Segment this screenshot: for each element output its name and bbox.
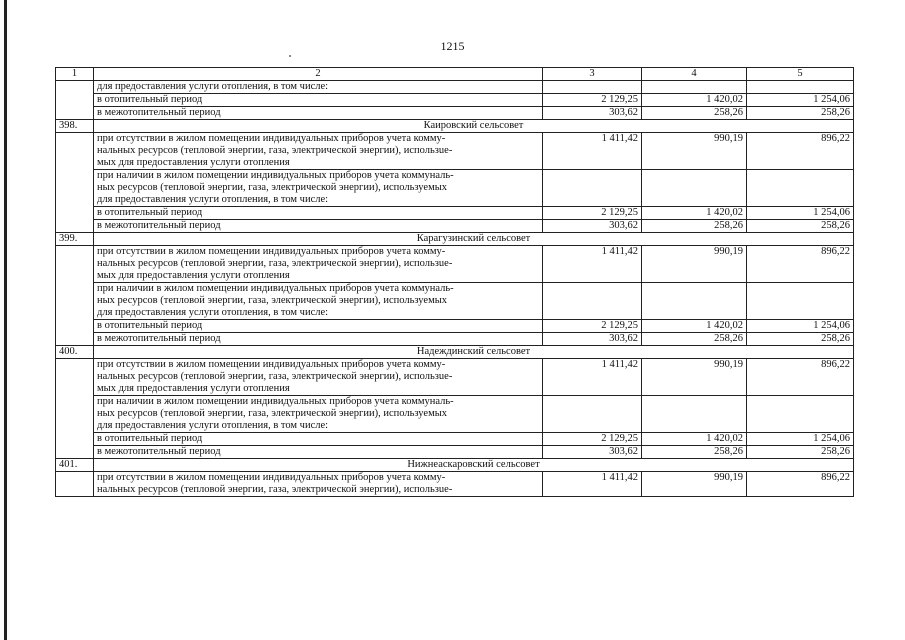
table-row [56, 333, 854, 346]
empty-number-cell [56, 246, 94, 346]
offseason-period-label: в межотопительный период [94, 107, 543, 120]
with-meters-description [94, 170, 543, 207]
value-cell: 1 411,42 [543, 359, 642, 396]
value-cell [543, 170, 642, 207]
table-row [56, 94, 854, 107]
value-cell [543, 396, 642, 433]
value-cell [747, 283, 854, 320]
value-cell [543, 81, 642, 94]
table-row [56, 472, 854, 497]
no-meters-description [94, 359, 543, 396]
continuation-number-cell [56, 81, 94, 120]
section-heading-row [56, 120, 854, 133]
value-cell: 896,22 [747, 472, 854, 497]
table-row [56, 81, 854, 94]
empty-number-cell [56, 133, 94, 233]
column-header-2: 2 [94, 68, 543, 81]
text-line: для предоставления услуги отопления, в том числе: [97, 194, 329, 205]
column-header-3: 3 [543, 68, 642, 81]
value-cell: 1 420,02 [642, 433, 747, 446]
text-line: ных ресурсов (тепловой энергии, газа, электрической энергии), используемых [97, 182, 448, 193]
text-line: при отсутствии в жилом помещении индивидуальных приборов учета комму- [97, 472, 446, 483]
with-meters-description [94, 396, 543, 433]
section-number: 401. [56, 459, 94, 472]
section-number: 398. [56, 120, 94, 133]
value-cell [642, 81, 747, 94]
page-number: 1215 [440, 39, 465, 53]
text-line: при наличии в жилом помещении индивидуальных приборов учета коммуналь- [97, 283, 454, 294]
text-line: ных ресурсов (тепловой энергии, газа, электрической энергии), используемых [97, 295, 448, 306]
value-cell: 896,22 [747, 133, 854, 170]
table-row [56, 396, 854, 433]
table-row [56, 220, 854, 233]
no-meters-description [94, 246, 543, 283]
table-row [56, 246, 854, 283]
offseason-period-label: в межотопительный период [94, 220, 543, 233]
no-meters-description [94, 133, 543, 170]
value-cell [747, 396, 854, 433]
section-name: Надеждинский сельсовет [94, 346, 854, 359]
section-number: 400. [56, 346, 94, 359]
value-cell: 258,26 [642, 446, 747, 459]
value-cell: 1 254,06 [747, 433, 854, 446]
value-cell [747, 170, 854, 207]
text-line: при наличии в жилом помещении индивидуальных приборов учета коммуналь- [97, 396, 454, 407]
value-cell: 1 254,06 [747, 94, 854, 107]
text-line: мых для предоставления услуги отопления [97, 270, 290, 281]
value-cell: 990,19 [642, 246, 747, 283]
with-meters-description [94, 283, 543, 320]
table-row [56, 207, 854, 220]
no-meters-description [94, 472, 543, 497]
value-cell: 258,26 [642, 107, 747, 120]
text-line: для предоставления услуги отопления, в том числе: [97, 420, 329, 431]
value-cell: 1 411,42 [543, 472, 642, 497]
table-row [56, 359, 854, 396]
value-cell: 1 254,06 [747, 320, 854, 333]
text-line: мых для предоставления услуги отопления [97, 383, 290, 394]
value-cell: 1 411,42 [543, 133, 642, 170]
value-cell: 1 420,02 [642, 207, 747, 220]
section-name: Карагузинский сельсовет [94, 233, 854, 246]
section-heading-row [56, 233, 854, 246]
value-cell: 1 254,06 [747, 207, 854, 220]
column-header-4: 4 [642, 68, 747, 81]
section-heading-row [56, 346, 854, 359]
heating-period-label: в отопительный период [94, 207, 543, 220]
table-row [56, 133, 854, 170]
empty-number-cell [56, 472, 94, 497]
column-header-1: 1 [56, 68, 94, 81]
value-cell: 303,62 [543, 333, 642, 346]
value-cell: 303,62 [543, 446, 642, 459]
offseason-period-label: в межотопительный период [94, 333, 543, 346]
heating-period-label: в отопительный период [94, 433, 543, 446]
continuation-text: для предоставления услуги отопления, в том числе: [94, 81, 543, 94]
text-line: ных ресурсов (тепловой энергии, газа, электрической энергии), используемых [97, 408, 448, 419]
value-cell: 258,26 [747, 446, 854, 459]
table-row [56, 283, 854, 320]
section-number: 399. [56, 233, 94, 246]
column-header-row [56, 68, 854, 81]
value-cell [642, 396, 747, 433]
text-line: нальных ресурсов (тепловой энергии, газа, электрической энергии), использue- [97, 145, 453, 156]
text-line: нальных ресурсов (тепловой энергии, газа, электрической энергии), использue- [97, 371, 453, 382]
value-cell: 303,62 [543, 107, 642, 120]
value-cell: 258,26 [747, 333, 854, 346]
text-line: нальных ресурсов (тепловой энергии, газа, электрической энергии), использue- [97, 258, 453, 269]
table-row [56, 433, 854, 446]
value-cell: 990,19 [642, 472, 747, 497]
value-cell: 258,26 [642, 333, 747, 346]
value-cell: 1 420,02 [642, 320, 747, 333]
scan-speck [289, 55, 291, 57]
table-row [56, 320, 854, 333]
scan-edge-line [4, 0, 7, 640]
value-cell [642, 170, 747, 207]
value-cell: 896,22 [747, 359, 854, 396]
value-cell: 2 129,25 [543, 433, 642, 446]
value-cell: 258,26 [747, 107, 854, 120]
text-line: нальных ресурсов (тепловой энергии, газа, электрической энергии), использue- [97, 484, 453, 495]
offseason-period-label: в межотопительный период [94, 446, 543, 459]
value-cell: 303,62 [543, 220, 642, 233]
table-row [56, 170, 854, 207]
text-line: при отсутствии в жилом помещении индивидуальных приборов учета комму- [97, 359, 446, 370]
text-line: при отсутствии в жилом помещении индивидуальных приборов учета комму- [97, 246, 446, 257]
tariff-table [55, 67, 854, 497]
value-cell: 2 129,25 [543, 320, 642, 333]
value-cell [642, 283, 747, 320]
text-line: при наличии в жилом помещении индивидуальных приборов учета коммуналь- [97, 170, 454, 181]
value-cell: 1 411,42 [543, 246, 642, 283]
value-cell: 896,22 [747, 246, 854, 283]
value-cell: 990,19 [642, 133, 747, 170]
value-cell [747, 81, 854, 94]
column-header-5: 5 [747, 68, 854, 81]
text-line: мых для предоставления услуги отопления [97, 157, 290, 168]
value-cell: 1 420,02 [642, 94, 747, 107]
value-cell: 258,26 [642, 220, 747, 233]
table-row [56, 107, 854, 120]
text-line: при отсутствии в жилом помещении индивидуальных приборов учета комму- [97, 133, 446, 144]
section-heading-row [56, 459, 854, 472]
table-row [56, 446, 854, 459]
tariff-table-body [56, 68, 854, 497]
value-cell: 258,26 [747, 220, 854, 233]
section-name: Каировский сельсовет [94, 120, 854, 133]
section-name: Нижнеаскаровский сельсовет [94, 459, 854, 472]
value-cell: 990,19 [642, 359, 747, 396]
heating-period-label: в отопительный период [94, 94, 543, 107]
value-cell [543, 283, 642, 320]
value-cell: 2 129,25 [543, 207, 642, 220]
text-line: для предоставления услуги отопления, в том числе: [97, 307, 329, 318]
heating-period-label: в отопительный период [94, 320, 543, 333]
empty-number-cell [56, 359, 94, 459]
value-cell: 2 129,25 [543, 94, 642, 107]
